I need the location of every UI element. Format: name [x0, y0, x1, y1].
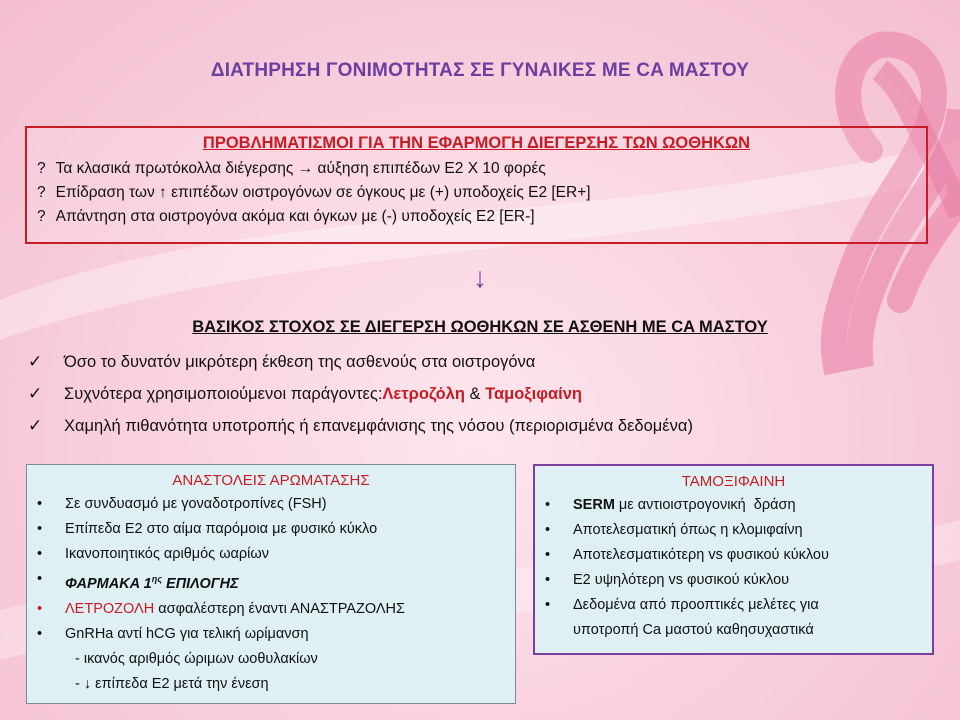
goal-item — [28, 378, 693, 410]
list-item-text: υποτροπή Ca μαστού καθησυχαστικά — [573, 622, 814, 638]
bullet-icon: • — [545, 522, 551, 538]
bullet-icon: • — [545, 572, 551, 588]
list-item-text — [65, 597, 405, 622]
letrozole-label: Λετροζόλη — [382, 384, 465, 403]
first-choice-rest: ΕΠΙΛΟΓΗΣ — [162, 575, 239, 592]
list-item-text — [65, 567, 239, 597]
list-item — [545, 518, 932, 543]
list-item-text: Αποτελεσματικότερη vs φυσικού κύκλου — [573, 547, 829, 563]
first-choice-text: ΦΑΡΜΑΚΑ 1 — [65, 575, 152, 592]
tamoxifen-list — [535, 493, 932, 643]
bullet-icon: • — [37, 521, 43, 537]
list-item-text: Σε συνδυασμό με γοναδοτροπίνες (FSH) — [65, 496, 327, 512]
list-item — [37, 492, 515, 517]
serm-rest: με αντιοιστρογονική δράση — [614, 497, 796, 513]
list-item-text: Αποτελεσματική όπως η κλομιφαίνη — [573, 522, 803, 538]
question-mark-icon: ? — [37, 184, 46, 201]
goal-heading: ΒΑΣΙΚΟΣ ΣΤΟΧΟΣ ΣΕ ΔΙΕΓΕΡΣΗ ΩΟΘΗΚΩΝ ΣΕ ΑΣΘΕΝΗ ΜΕ CA ΜΑΣΤΟΥ — [192, 318, 768, 336]
concerns-heading: ΠΡΟΒΛΗΜΑΤΙΣΜΟΙ ΓΙΑ ΤΗΝ ΕΦΑΡΜΟΓΗ ΔΙΕΓΕΡΣΗΣ ΤΩΝ ΩΟΘΗΚΩΝ — [202, 134, 751, 152]
concern-item — [37, 205, 926, 229]
page-title: ΔΙΑΤΗΡΗΣΗ ΓΟΝΙΜΟΤΗΤΑΣ ΣΕ ΓΥΝΑΙΚΕΣ ΜΕ CA ΜΑΣΤΟΥ — [210, 60, 750, 81]
concern-text: Επίδραση των ↑ επιπέδων οιστρογόνων σε όγκους με (+) υποδοχείς Ε2 [ER+] — [55, 184, 591, 201]
tamoxifen-label: Ταμοξιφαίνη — [485, 384, 582, 403]
letrozole-text: ΛΕΤΡΟΖΟΛΗ — [65, 600, 155, 617]
bullet-spacer — [545, 618, 573, 643]
list-item — [37, 542, 515, 567]
list-item — [37, 517, 515, 542]
concern-item — [37, 181, 926, 205]
list-item — [545, 543, 932, 568]
list-item — [545, 593, 932, 618]
ampersand: & — [464, 384, 486, 403]
bullet-icon: • — [545, 497, 551, 513]
checkmark-icon: ✓ — [28, 352, 43, 371]
ordinal-suffix: ης — [151, 574, 163, 584]
bullet-icon: • — [545, 597, 551, 613]
aromatase-list — [27, 492, 515, 697]
concern-text: Τα κλασικά πρωτόκολλα διέγερσης → αύξηση επιπέδων Ε2 Χ 10 φορές — [55, 160, 546, 177]
sub-list-item: - ικανός αριθμός ώριμων ωοθυλακίων — [75, 650, 318, 667]
goal-item — [28, 410, 693, 442]
goal-text: Συχνότερα χρησιμοποιούμενοι παράγοντες: — [64, 384, 383, 403]
list-item — [37, 622, 515, 647]
list-item-text: GnRHa αντί hCG για τελική ωρίμανση — [65, 625, 309, 642]
checkmark-icon: ✓ — [28, 416, 43, 435]
aromatase-heading: ΑΝΑΣΤΟΛΕΙΣ ΑΡΩΜΑΤΑΣΗΣ — [172, 472, 370, 489]
comparison-text: ασφαλέστερη έναντι ΑΝΑΣΤΡΑΖΟΛΗΣ — [154, 600, 405, 617]
list-item-text: Επίπεδα Ε2 στο αίμα παρόμοια με φυσικό κύκλο — [65, 521, 378, 537]
concerns-box — [25, 126, 928, 244]
goal-checklist — [28, 346, 693, 442]
list-item — [545, 568, 932, 593]
concern-text: Απάντηση στα οιστρογόνα ακόμα και όγκων με (-) υποδοχείς Ε2 [ER-] — [55, 208, 535, 225]
list-item — [37, 597, 515, 622]
list-item-text: Δεδομένα από προοπτικές μελέτες για — [573, 597, 819, 613]
bullet-icon: • — [545, 547, 551, 563]
list-item-text — [573, 493, 796, 518]
question-mark-icon: ? — [37, 208, 46, 225]
list-item — [545, 493, 932, 518]
arrow-down-icon: ↓ — [473, 262, 487, 293]
tamoxifen-box — [533, 464, 934, 655]
concern-item — [37, 157, 926, 181]
goal-text: Χαμηλή πιθανότητα υποτροπής ή επανεμφάνισης της νόσου (περιορισμένα δεδομένα) — [64, 416, 693, 435]
checkmark-icon: ✓ — [28, 384, 43, 403]
bullet-icon: • — [37, 571, 43, 587]
bullet-icon: • — [37, 600, 43, 617]
aromatase-inhibitors-box — [26, 464, 516, 704]
goal-text: Όσο το δυνατόν μικρότερη έκθεση της ασθενούς στα οιστρογόνα — [64, 352, 536, 371]
goal-item — [28, 346, 693, 378]
list-item-text: Ικανοποιητικός αριθμός ωαρίων — [65, 546, 269, 562]
bullet-icon: • — [37, 496, 43, 512]
serm-text: SERM — [573, 497, 615, 513]
list-item — [37, 567, 515, 597]
list-item-text: Ε2 υψηλότερη vs φυσικού κύκλου — [573, 572, 790, 588]
list-item-continuation — [545, 618, 932, 643]
bullet-icon: • — [37, 625, 43, 642]
tamoxifen-heading: ΤΑΜΟΞΙΦΑΙΝΗ — [681, 473, 786, 490]
bullet-icon: • — [37, 546, 43, 562]
question-mark-icon: ? — [37, 160, 46, 177]
sub-list-item: - ↓ επίπεδα Ε2 μετά την ένεση — [75, 675, 269, 692]
